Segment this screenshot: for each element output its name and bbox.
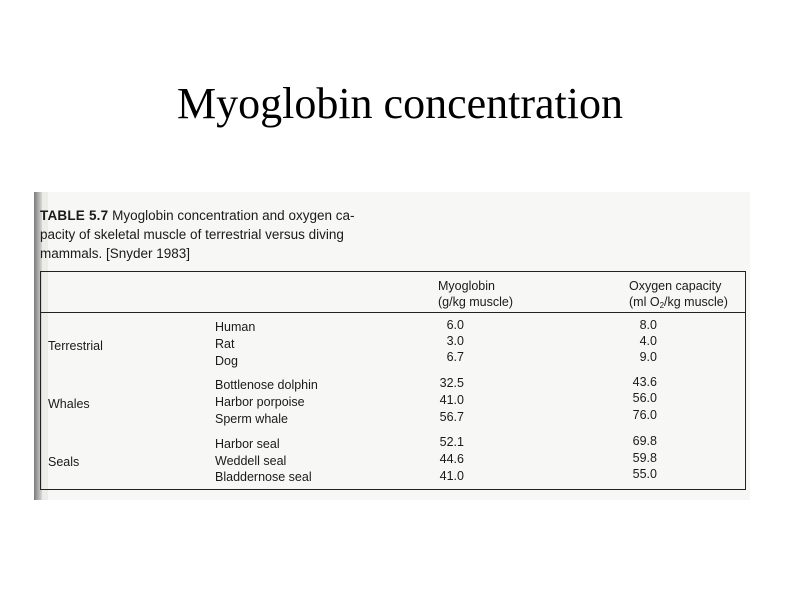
caption-line-2: pacity of skeletal muscle of terrestrial versus diving [40,227,344,242]
myoglobin-value: 6.7 [446,350,464,364]
animal-name: Rat [215,337,235,351]
animal-name: Dog [215,354,238,368]
animal-name: Human [215,320,256,334]
col-header-myoglobin-line2: (g/kg muscle) [438,295,514,309]
col-header-oxygen-unit-post: /kg muscle) [664,295,728,309]
myoglobin-value: 41.0 [439,393,464,407]
animal-name: Sperm whale [215,412,288,426]
table-caption [40,206,370,263]
myoglobin-value: 44.6 [439,452,464,466]
col-header-oxygen-unit-sub: 2 [659,301,665,310]
myoglobin-value: 52.1 [439,435,464,449]
group-label-seals: Seals [48,455,80,469]
col-header-oxygen-line1: Oxygen capacity [629,279,722,293]
animal-name: Bladdernose seal [215,470,312,484]
oxygen-value: 59.8 [632,451,657,465]
oxygen-value: 69.8 [632,434,657,448]
oxygen-value: 9.0 [639,350,657,364]
col-header-myoglobin-line1: Myoglobin [438,279,495,293]
myoglobin-value: 6.0 [446,318,464,332]
myoglobin-value: 3.0 [446,334,464,348]
caption-line-3: mammals. [Snyder 1983] [40,246,191,261]
myoglobin-value: 41.0 [439,469,464,483]
col-header-oxygen [629,278,728,314]
oxygen-value: 56.0 [632,391,657,405]
group-label-terrestrial: Terrestrial [48,339,103,353]
oxygen-value: 8.0 [639,318,657,332]
group-label-whales: Whales [48,397,90,411]
oxygen-value: 43.6 [632,375,657,389]
animal-name: Bottlenose dolphin [215,378,318,392]
oxygen-value: 55.0 [632,467,657,481]
col-header-myoglobin [438,278,513,310]
oxygen-value: 76.0 [632,408,657,422]
caption-line-1: Myoglobin concentration and oxygen ca- [112,208,355,223]
slide-title: Myoglobin concentration [176,79,623,128]
animal-name: Harbor seal [215,437,280,451]
oxygen-value: 4.0 [639,334,657,348]
table-number: TABLE 5.7 [40,208,109,223]
col-header-oxygen-unit-pre: (ml O [629,295,660,309]
myoglobin-value: 56.7 [439,410,464,424]
animal-name: Harbor porpoise [215,395,305,409]
myoglobin-value: 32.5 [439,376,464,390]
animal-name: Weddell seal [215,454,287,468]
